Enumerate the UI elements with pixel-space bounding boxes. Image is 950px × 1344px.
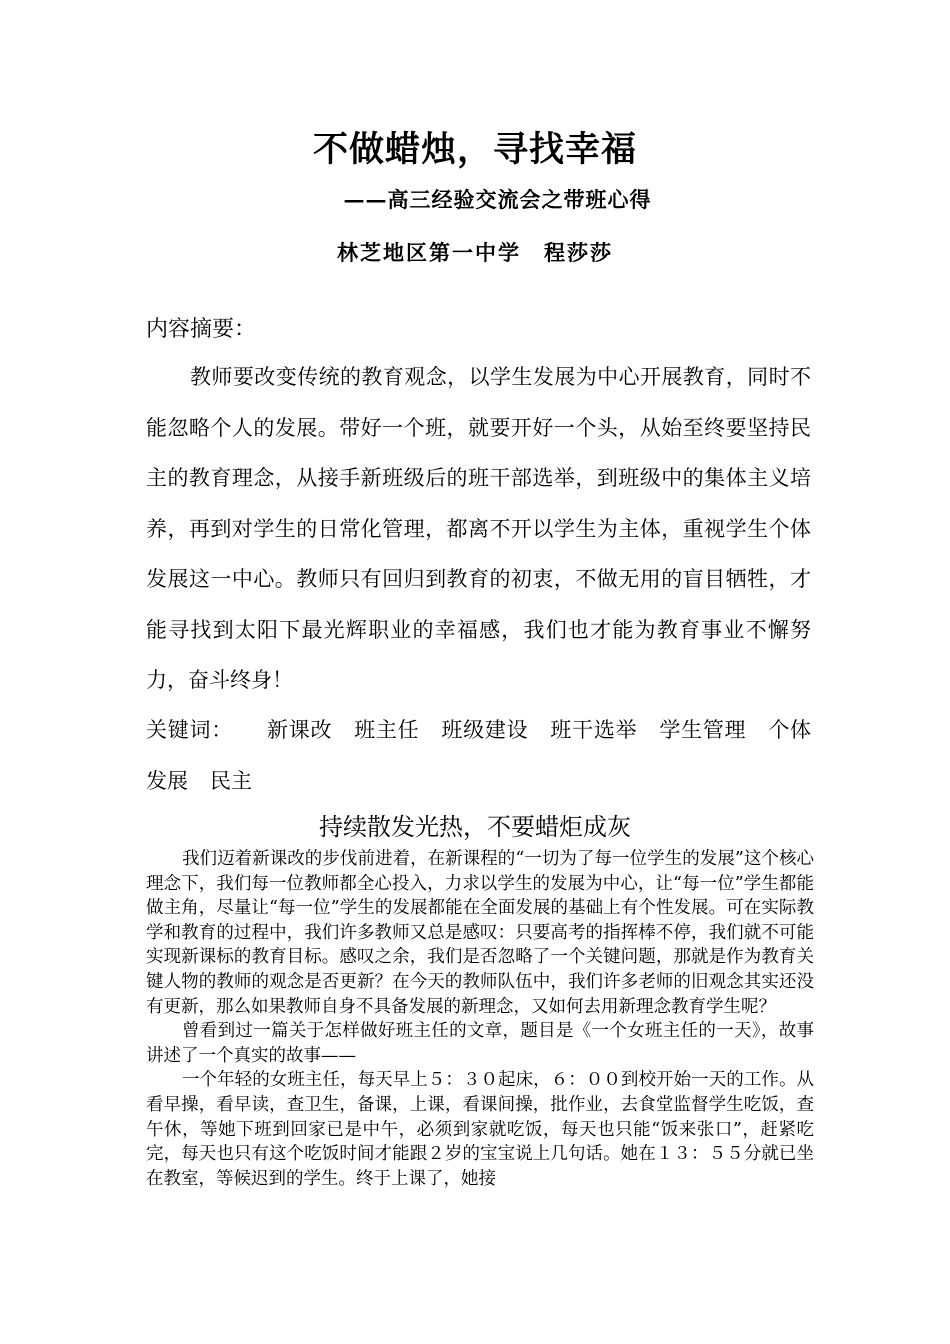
keyword: 班级建设 (441, 718, 529, 742)
abstract-label: 内容摘要： (146, 317, 257, 342)
page-subtitle: ——高三经验交流会之带班心得 (343, 187, 652, 212)
paragraph: 一个年轻的女班主任，每天早上５：３０起床，６：００到校开始一天的工作。从看早操，看早读，查卫生，备课，上课，看课间操，批作业，去食堂监督学生吃饭，查午休，等她下班到回家已是中午，必须到家就吃饭，每天也只能“饭来张口”，赶紧吃完，每天也只有这个吃饭时间才能跟２岁的宝宝说上几句话。她在１３：５５分就已坐在教室，等候迟到的学生。终于上课了，她接 (146, 1070, 814, 1189)
paragraph: 曾看到过一篇关于怎样做好班主任的文章，题目是《一个女班主任的一天》，故事讲述了一个真实的故事—— (146, 1021, 814, 1066)
keyword: 学生管理 (659, 718, 747, 742)
author-line: 林芝地区第一中学 程莎莎 (337, 240, 613, 265)
page-title: 不做蜡烛，寻找幸福 (312, 129, 637, 170)
abstract-text: 教师要改变传统的教育观念，以学生发展为中心开展教育，同时不能忽略个人的发展。带好一个班，就要开好一个头，从始至终要坚持民主的教育理念，从接手新班级后的班干部选举，到班级中的集体主义培养，再到对学生的日常化管理，都离不开以学生为主体，重视学生个体发展这一中心。教师只有回归到教育的初衷，不做无用的盲目牺牲，才能寻找到太阳下最光辉职业的幸福感，我们也才能为教育事业不懈努力，奋斗终身！ (146, 365, 811, 692)
keywords-label: 关键词： (146, 718, 233, 742)
section-heading: 持续散发光热，不要蜡炬成灰 (319, 813, 631, 841)
keywords-line (146, 705, 811, 806)
keyword: 民主 (210, 768, 252, 793)
keyword: 新课改 (266, 718, 333, 742)
keyword: 个体发展 (146, 718, 812, 793)
keyword: 班干选举 (550, 718, 638, 742)
body-text (146, 847, 814, 1191)
keyword: 班主任 (354, 718, 420, 742)
paragraph: 我们迈着新课改的步伐前进着，在新课程的“一切为了每一位学生的发展”这个核心理念下，我们每一位教师都全心投入，力求以学生的发展为中心，让“每一位”学生都能做主角，尽量让“每一位”学生的发展都能在全面发展的基础上有个性发展。可在实际教学和教育的过程中，我们许多教师又总是感叹：只要高考的指挥棒不停，我们就不可能实现新课标的教育目标。感叹之余，我们是否忽略了一个关键问题，那就是作为教育关键人物的教师的观念是否更新？在今天的教师队伍中，我们许多老师的旧观念其实还没有更新，那么如果教师自身不具备发展的新理念，又如何去用新理念教育学生呢？ (146, 849, 814, 1017)
